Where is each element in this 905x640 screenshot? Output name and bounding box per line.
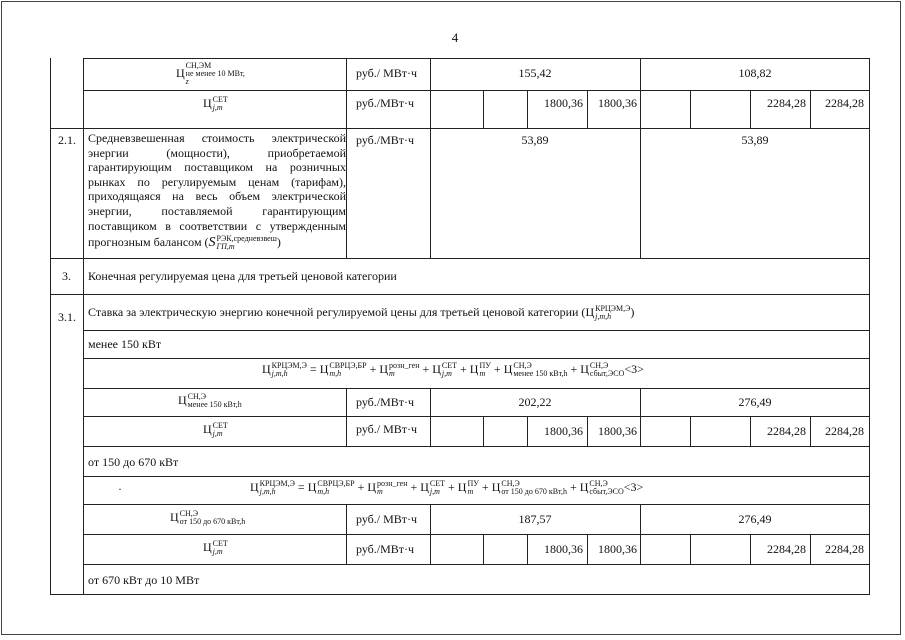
value-ts-150-1: 202,22 bbox=[518, 395, 552, 409]
row-number-2-1: 2.1. bbox=[58, 133, 76, 147]
formula-670-dot: · bbox=[118, 482, 122, 496]
f150-t6-sub: сбыт,ЭСО bbox=[589, 369, 625, 379]
symbol-ts-150: Ц СН,Э менее 150 кВт,h bbox=[178, 392, 242, 410]
f670-lhs-sub: j,m,h bbox=[259, 487, 276, 497]
formula-150: Ц КРЦЭМ,Э j,m,h = Ц СВРЦЭ,БР m,h + Ц розн_ген m + Ц СЕТ j,m + Ц ПУ m + Ц СН,Э менее 150 кВт,h + Ц СН,Э сбыт,ЭСО <3> bbox=[262, 361, 644, 379]
f150-t1-sup: СВРЦЭ,БР bbox=[329, 361, 367, 371]
f150-t4-sub: m bbox=[479, 369, 486, 379]
f150-t1-sub: m,h bbox=[329, 369, 342, 379]
f670-t3-sup: СЕТ bbox=[429, 479, 446, 489]
symbol-tset-2: Ц СЕТ j,m bbox=[203, 421, 228, 439]
page-number: 4 bbox=[451, 30, 459, 45]
unit-tset-1: руб./МВт·ч bbox=[356, 96, 415, 110]
band-670-10mw: от 670 кВт до 10 МВт bbox=[88, 573, 200, 587]
tset-3-a1: 1800,36 bbox=[544, 542, 583, 556]
unit-row-2-1: руб./МВт·ч bbox=[356, 133, 415, 147]
ts-150-sup: СН,Э bbox=[187, 392, 207, 402]
f150-note: <3> bbox=[624, 362, 644, 376]
ts-em-sub: не менее 10 МВт, bbox=[185, 69, 245, 78]
s-sup: РЭК,средневзвеш bbox=[216, 234, 277, 244]
f670-note: <3> bbox=[623, 480, 644, 494]
row-3-1-sup: КРЦЭМ,Э bbox=[595, 304, 631, 314]
value-ts-150-2: 276,49 bbox=[738, 395, 772, 409]
f150-t3-sub: j,m bbox=[441, 369, 452, 379]
f670-t1-sup: СВРЦЭ,БР bbox=[317, 479, 355, 489]
tset-3-sub: j,m bbox=[212, 547, 223, 557]
ts-670-sub: от 150 до 670 кВт,h bbox=[179, 517, 246, 527]
tset-1-sup: СЕТ bbox=[212, 95, 228, 105]
value-ts-em-2: 108,82 bbox=[738, 66, 772, 80]
row-2-1-line-3: гарантирующим поставщиком на розничных bbox=[88, 160, 346, 175]
tset-1-sub: j,m bbox=[212, 103, 223, 113]
f670-t5-sub: от 150 до 670 кВт,h bbox=[501, 487, 567, 497]
row-2-1-line-4: рынках по регулируемым ценам (тарифам), bbox=[88, 174, 346, 189]
tset-2-sub: j,m bbox=[212, 429, 223, 439]
band-under-150: менее 150 кВт bbox=[88, 337, 162, 351]
unit-ts-em: руб./ МВт·ч bbox=[356, 66, 418, 80]
ts-em-sub-italic: z bbox=[185, 77, 189, 86]
row-2-1-line-1: Средневзвешенная стоимость электрической bbox=[88, 131, 346, 145]
row-3-1-letter: Ц bbox=[585, 305, 595, 319]
unit-ts-670: руб./ МВт·ч bbox=[356, 512, 418, 526]
f150-t6-sup: СН,Э bbox=[589, 361, 609, 371]
tset-1-a1: 1800,36 bbox=[544, 96, 583, 110]
value-row-2-1-1: 53,89 bbox=[521, 133, 549, 147]
unit-tset-2: руб./МВт·ч bbox=[356, 395, 415, 409]
tset-2-sup: СЕТ bbox=[212, 421, 228, 431]
row-3-1-label: Ставка за электрическую энергию конечной регулируемой цены для третьей ценовой категории ( bbox=[88, 305, 586, 319]
tset-3-b2: 2284,28 bbox=[825, 542, 864, 556]
tset-3-b1: 2284,28 bbox=[767, 542, 806, 556]
f150-t4-sup: ПУ bbox=[479, 361, 491, 371]
value-ts-670-1: 187,57 bbox=[518, 512, 552, 526]
f670-t2-sub: m bbox=[377, 487, 383, 497]
tset-2-b1: 2284,28 bbox=[767, 424, 806, 438]
symbol-ts-em-10mw bbox=[176, 62, 245, 86]
f670-t2-sup: розн_ген bbox=[377, 479, 408, 489]
tset-2-a1: 1800,36 bbox=[544, 424, 583, 438]
row-2-1-line-6: энергии, поставляемой гарантирующим bbox=[88, 203, 346, 218]
row-3-text: Конечная регулируемая цена для третьей ценовой категории bbox=[88, 269, 397, 283]
f670-t1-sub: m,h bbox=[317, 487, 330, 497]
row-2-1-line-7: поставщиком в соответствии с утвержденным bbox=[88, 218, 346, 233]
tset-3-sup: СЕТ bbox=[212, 539, 228, 549]
tset-1-b2: 2284,28 bbox=[825, 96, 864, 110]
f670-lhs-sup: КРЦЭМ,Э bbox=[259, 479, 295, 489]
tset-1-b1: 2284,28 bbox=[767, 96, 806, 110]
ts-em-sup: СН,ЭМ bbox=[185, 61, 212, 70]
ts-150-sub: менее 150 кВт,h bbox=[187, 400, 242, 410]
formula-670: Ц КРЦЭМ,Э j,m,h = Ц СВРЦЭ,БР m,h + Ц розн_ген m + Ц СЕТ j,m + Ц ПУ m + Ц СН,Э от 150 до 670 кВт,h + Ц СН,Э сбыт,ЭСО <3> bbox=[250, 479, 644, 497]
f150-t5-sup: СН,Э bbox=[513, 361, 532, 371]
f150-t5-sub: менее 150 кВт,h bbox=[513, 369, 568, 379]
row-2-1-last-line: прогнозным балансом ( bbox=[88, 235, 209, 250]
value-row-2-1-2: 53,89 bbox=[741, 133, 769, 147]
symbol-ts-670: Ц СН,Э от 150 до 670 кВт,h bbox=[170, 509, 246, 527]
row-number-3-1: 3.1. bbox=[58, 310, 76, 324]
row-3-1-text bbox=[88, 305, 634, 321]
tset-2-a2: 1800,36 bbox=[598, 424, 637, 438]
s-symbol: S bbox=[208, 235, 216, 251]
f670-t3-sub: j,m bbox=[429, 487, 440, 497]
row-3-1-close: ) bbox=[630, 305, 635, 319]
f150-lhs-sup: КРЦЭМ,Э bbox=[271, 361, 307, 371]
f670-t5-sup: СН,Э bbox=[501, 479, 520, 489]
tset-1-a2: 1800,36 bbox=[598, 96, 637, 110]
f670-t6-sub: сбыт,ЭСО bbox=[589, 487, 624, 497]
f150-lhs-sub: j,m,h bbox=[271, 369, 288, 379]
s-sub: ГП,m bbox=[216, 242, 235, 252]
ts-letter: Ц bbox=[176, 65, 185, 80]
tset-2-b2: 2284,28 bbox=[825, 424, 864, 438]
row-number-3: 3. bbox=[62, 269, 71, 283]
unit-ts-150: руб./ МВт·ч bbox=[356, 422, 418, 436]
unit-tset-3: руб./МВт·ч bbox=[356, 542, 415, 556]
symbol-tset-1 bbox=[203, 96, 228, 112]
tset-1-letter: Ц bbox=[203, 96, 212, 110]
f670-t4-sup: ПУ bbox=[467, 479, 479, 489]
band-150-670: от 150 до 670 кВт bbox=[88, 455, 179, 469]
f150-t3-sup: СЕТ bbox=[441, 361, 458, 371]
row-2-1-text bbox=[88, 131, 346, 251]
tset-3-a2: 1800,36 bbox=[598, 542, 637, 556]
row-2-1-line-2: энергии (мощности), приобретаемой bbox=[88, 145, 346, 160]
f150-t2-sub: m bbox=[389, 369, 395, 379]
value-ts-em-1: 155,42 bbox=[518, 66, 552, 80]
symbol-tset-3: Ц СЕТ j,m bbox=[203, 539, 228, 557]
row-3-1-sub: j,m,h bbox=[595, 312, 612, 322]
row-2-1-line-5: приходящаяся на весь объем электрической bbox=[88, 189, 346, 204]
row-2-1-close: ) bbox=[276, 235, 281, 250]
value-ts-670-2: 276,49 bbox=[738, 512, 772, 526]
ts-670-sup: СН,Э bbox=[179, 509, 199, 519]
f670-t4-sub: m bbox=[467, 487, 474, 497]
f670-t6-sup: СН,Э bbox=[589, 479, 608, 489]
f150-t2-sup: розн_ген bbox=[389, 361, 420, 371]
